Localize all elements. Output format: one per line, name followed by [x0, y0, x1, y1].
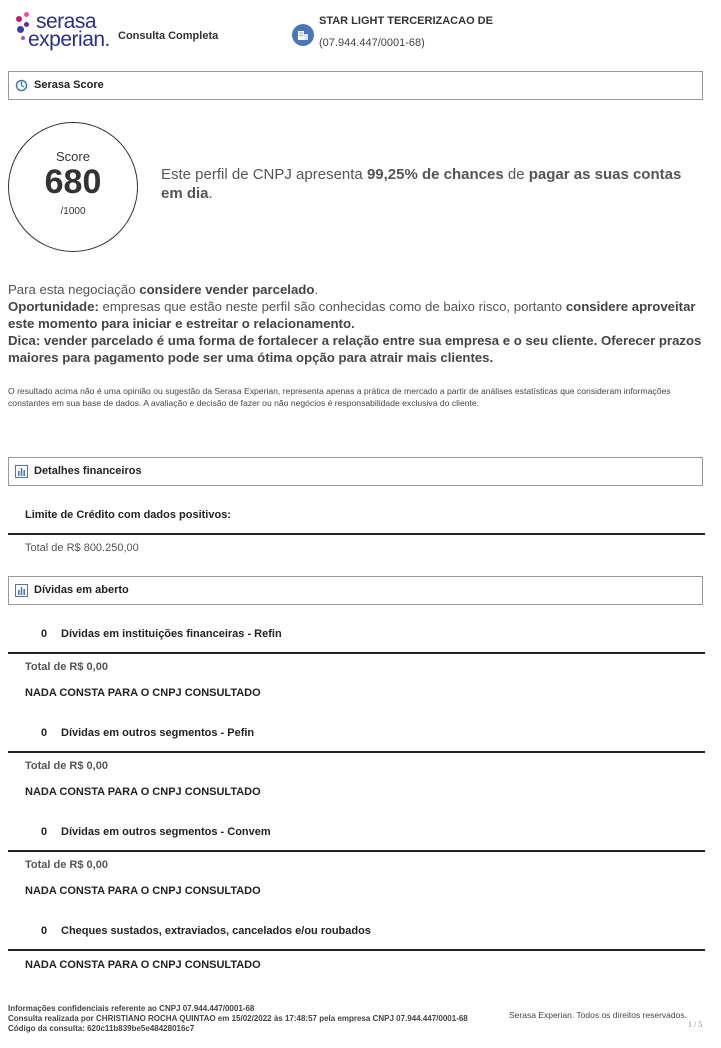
- advice-text: .: [314, 282, 319, 297]
- logo-dot: [21, 36, 25, 40]
- advice-text: Para esta negociação: [8, 282, 140, 297]
- score-circle: [8, 122, 138, 252]
- advice-text: empresas que estão neste perfil são conhecidas como de baixo risco, portanto: [98, 299, 566, 314]
- bar-chart-icon: [15, 465, 28, 478]
- footer-line: Consulta realizada por CHRISTIANO ROCHA QUINTAO em 15/02/2022 às 17:48:57 pela empresa CNPJ 07.944.447/0001-68: [8, 1014, 468, 1023]
- divider: [8, 533, 705, 535]
- section-title: Detalhes financeiros: [34, 465, 142, 477]
- score-label: Score: [56, 149, 90, 164]
- opportunity-label: Oportunidade:: [8, 299, 99, 314]
- section-header-debts: [8, 576, 703, 605]
- score-text-part: de: [503, 166, 529, 183]
- debt-category: Dívidas em outros segmentos - Convem: [61, 826, 271, 838]
- divider: [8, 850, 705, 852]
- divider: [8, 652, 705, 654]
- score-text-bold: pagar as suas contas em dia: [161, 166, 682, 202]
- advice-bold: considere vender parcelado: [139, 282, 315, 297]
- divider: [8, 751, 705, 753]
- footer-line: Código da consulta: 620c11b839be5e48428016c7: [8, 1024, 195, 1033]
- score-text-part: Este perfil de CNPJ apresenta: [161, 166, 367, 183]
- footer-info: [8, 1004, 468, 1034]
- logo-dot: [24, 22, 29, 27]
- logo-dot: [16, 16, 22, 22]
- debt-count: 0: [41, 826, 48, 838]
- debt-status: NADA CONSTA PARA O CNPJ CONSULTADO: [25, 885, 261, 897]
- advice-line: [8, 281, 708, 298]
- footer-line: Informações confidenciais referente ao CNPJ 07.944.447/0001-68: [8, 1004, 255, 1013]
- debt-count: 0: [41, 727, 48, 739]
- score-probability: 99,25% de chances: [366, 166, 504, 183]
- company-cnpj: (07.944.447/0001-68): [319, 37, 425, 49]
- logo-text: serasa: [36, 10, 97, 33]
- company-name: STAR LIGHT TERCERIZACAO DE: [319, 15, 493, 27]
- debt-total: Total de R$ 0,00: [25, 859, 108, 871]
- debt-total: Total de R$ 0,00: [25, 760, 108, 772]
- score-description: [161, 165, 706, 203]
- tip-text: vender parcelado é uma forma de fortalecer a relação entre sua empresa e o seu cliente. Oferecer prazos maiores para pagamento pode ser uma ótima opção para atrair mais clientes.: [8, 333, 702, 365]
- advice-line: [8, 332, 708, 366]
- debt-count: 0: [41, 628, 48, 640]
- debt-status: NADA CONSTA PARA O CNPJ CONSULTADO: [25, 959, 261, 971]
- score-max: /1000: [60, 206, 86, 217]
- page-number: 1 / 5: [688, 1020, 703, 1029]
- footer-rights: Serasa Experian. Todos os direitos reservados.: [509, 1010, 687, 1020]
- negotiation-advice: [8, 281, 708, 366]
- debt-status: NADA CONSTA PARA O CNPJ CONSULTADO: [25, 687, 261, 699]
- debt-count: 0: [41, 925, 48, 937]
- score-value: 680: [44, 163, 102, 201]
- advice-bold: considere aproveitar este momento para iniciar e estreitar o relacionamento.: [8, 299, 696, 331]
- serasa-experian-logo: [14, 10, 114, 54]
- debt-category: Cheques sustados, extraviados, cancelados e/ou roubados: [61, 925, 371, 937]
- section-title: Serasa Score: [34, 79, 104, 91]
- disclaimer: O resultado acima não é uma opinião ou sugestão da Serasa Experian, representa apenas a prática de mercado a partir de análises estatísticas que consideram informações constantes em sua base de dados. A avaliação e decisão de fazer ou não negócios é responsabilidade exclusiva do cliente.: [8, 386, 671, 408]
- bar-chart-icon: [15, 584, 28, 597]
- gauge-icon: [15, 79, 28, 92]
- report-type: Consulta Completa: [118, 30, 219, 42]
- building-icon: [292, 24, 314, 46]
- section-header-financial: [8, 457, 703, 486]
- credit-limit-label: Limite de Crédito com dados positivos:: [25, 509, 231, 521]
- advice-line: [8, 298, 708, 332]
- logo-text: experian.: [28, 28, 110, 51]
- section-title: Dívidas em aberto: [34, 584, 129, 596]
- tip-label: Dica:: [8, 333, 41, 348]
- debt-category: Dívidas em instituições financeiras - Refin: [61, 628, 282, 640]
- divider: [8, 949, 705, 951]
- credit-total: Total de R$ 800.250,00: [25, 542, 139, 554]
- section-header-score: [8, 71, 703, 100]
- debt-category: Dívidas em outros segmentos - Pefin: [61, 727, 255, 739]
- logo-dot: [24, 12, 29, 17]
- debt-status: NADA CONSTA PARA O CNPJ CONSULTADO: [25, 786, 261, 798]
- debt-total: Total de R$ 0,00: [25, 661, 108, 673]
- score-text-part: .: [208, 185, 213, 202]
- logo-dot: [17, 26, 24, 33]
